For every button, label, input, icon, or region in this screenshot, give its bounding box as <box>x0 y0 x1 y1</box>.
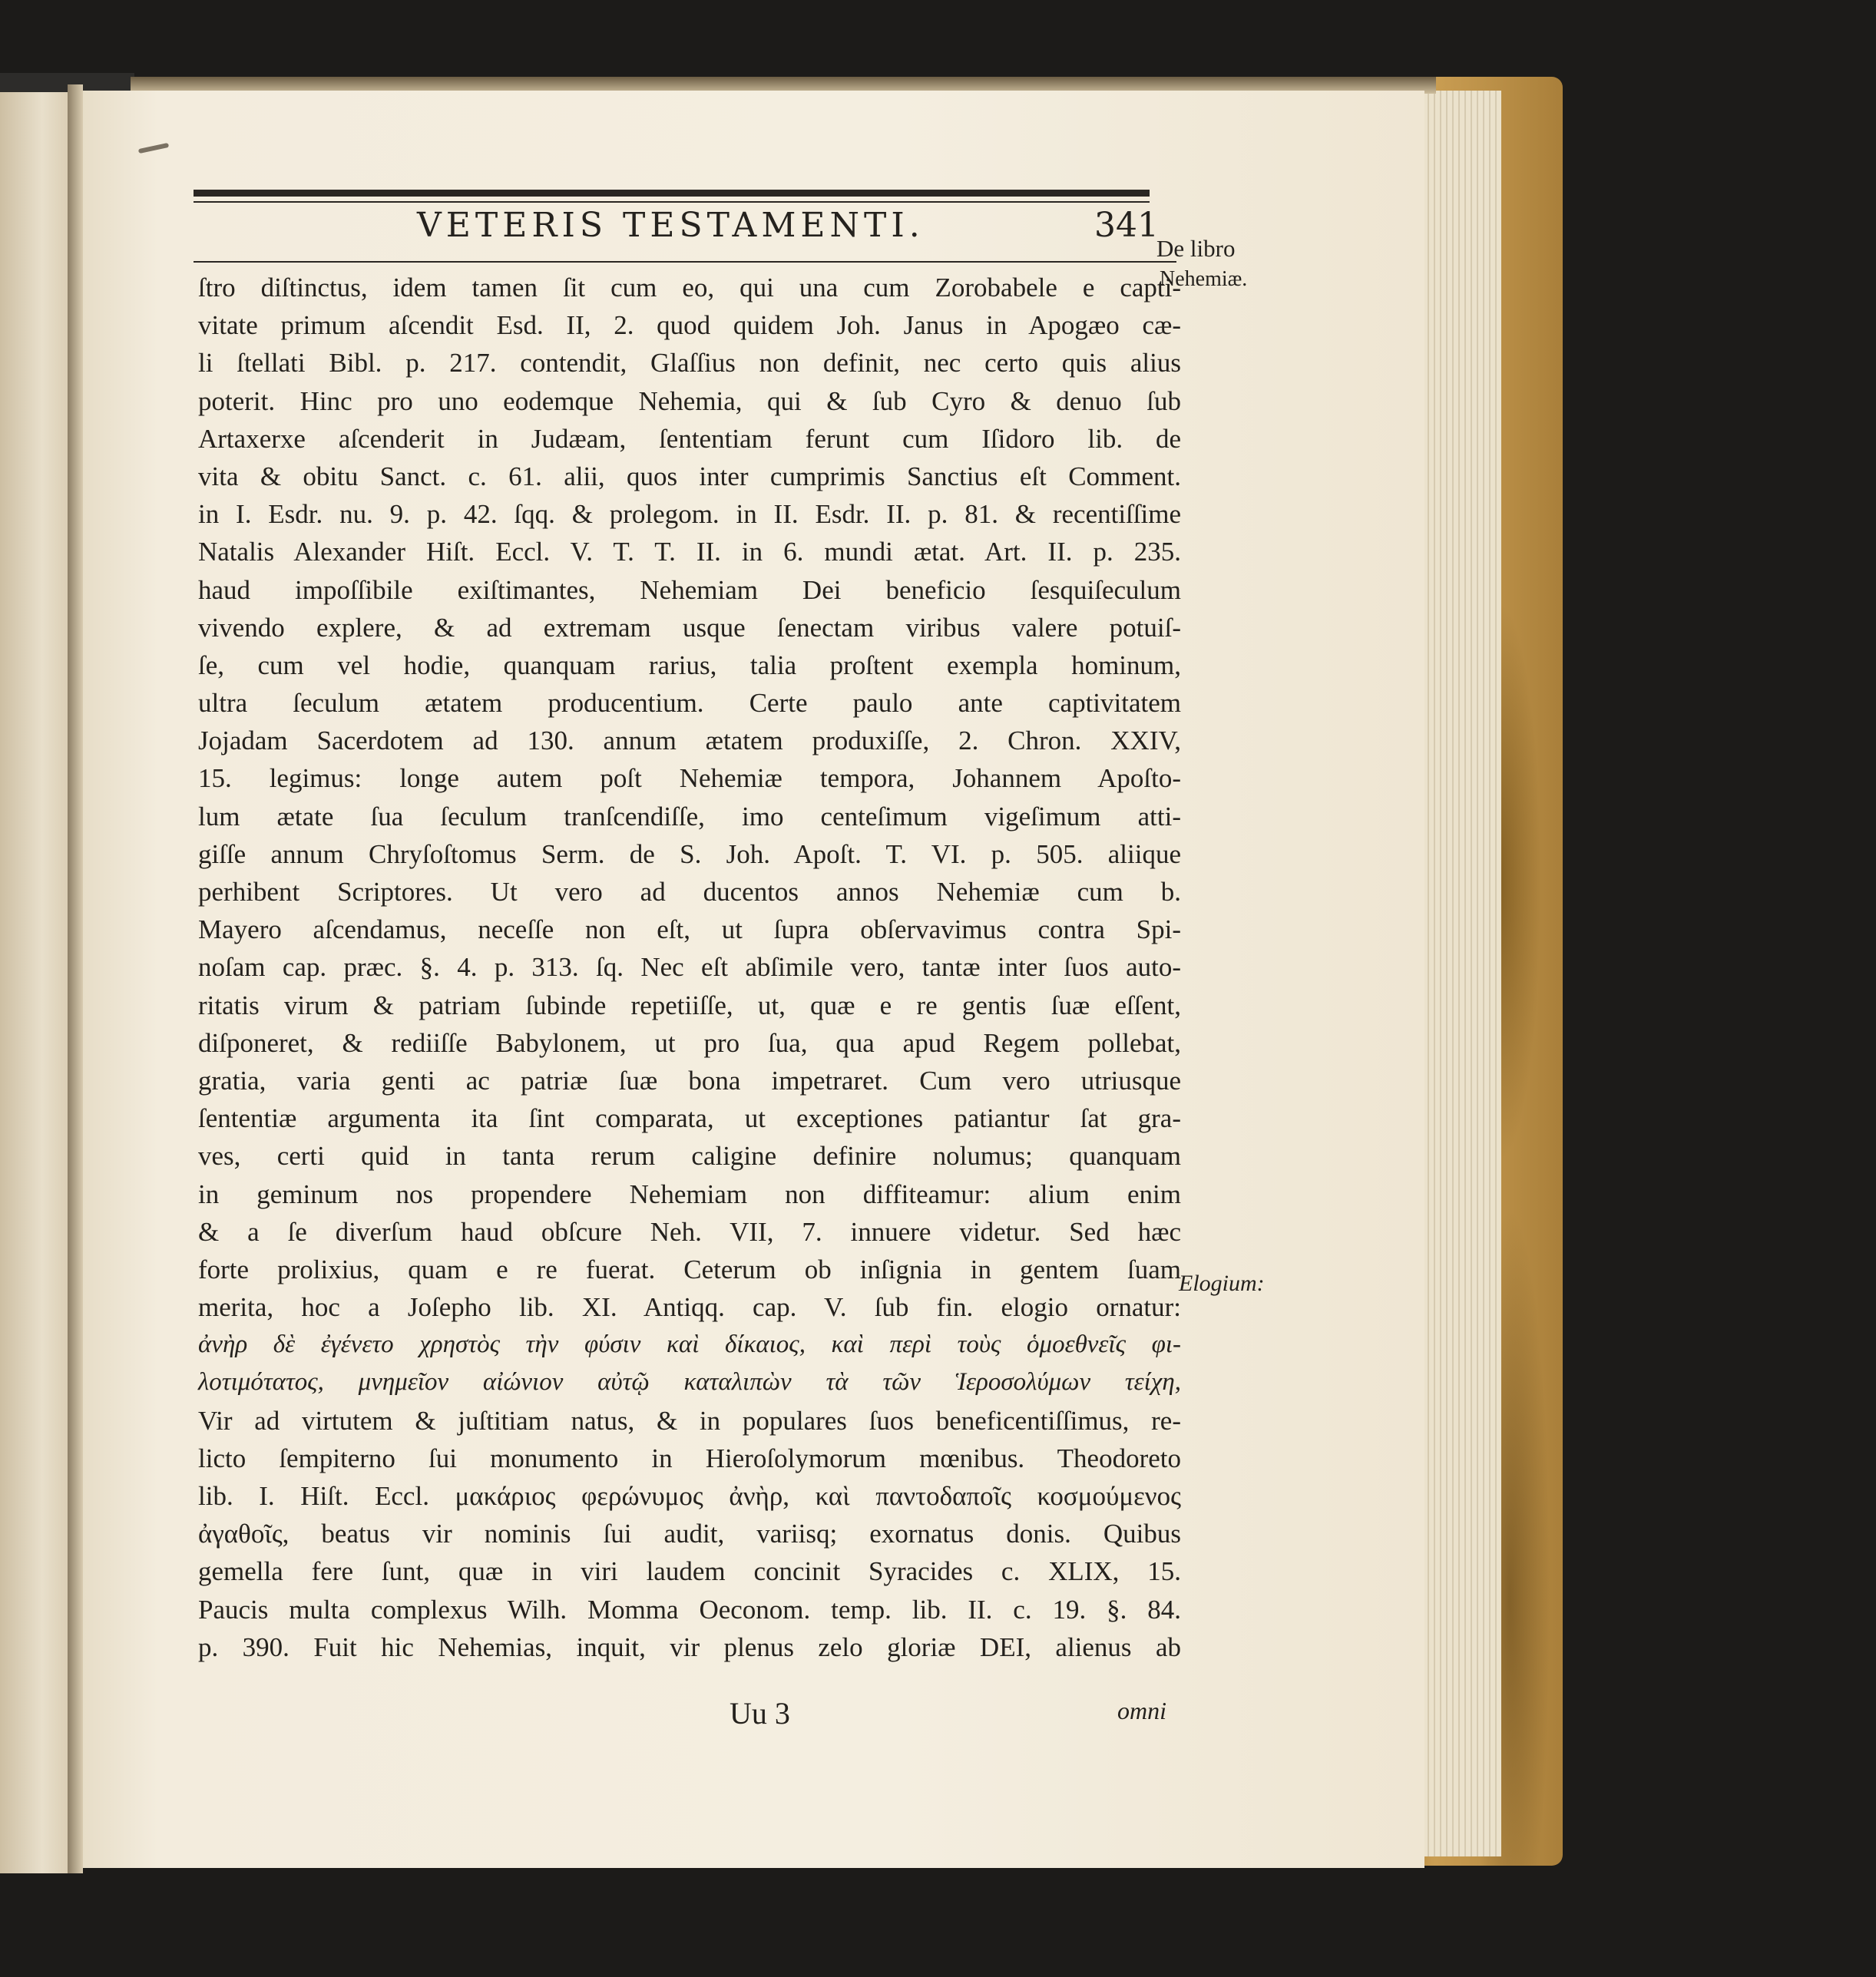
text-line: haud impoſſibile exiſtimantes, Nehemiam Dei beneficio ſesquiſeculum <box>198 574 1181 605</box>
catchword: omni <box>1117 1697 1166 1724</box>
text-line: Natalis Alexander Hiſt. Eccl. V. T. T. II. in 6. mundi ætat. Art. II. p. 235. <box>198 537 1181 567</box>
text-line: Mayero aſcendamus, neceſſe non eſt, ut ſupra obſervavimus contra Spi- <box>198 914 1181 945</box>
text-line: Jojadam Sacerdotem ad 130. annum ætatem produxiſſe, 2. Chron. XXIV, <box>198 726 1181 756</box>
margin-note-elogium: Elogium: <box>1179 1271 1265 1296</box>
text-line: vitate primum aſcendit Esd. II, 2. quod quidem Joh. Janus in Apogæo cæ- <box>198 310 1181 341</box>
text-line: in I. Esdr. nu. 9. p. 42. ſqq. & prolegom. in II. Esdr. II. p. 81. & recentiſſime <box>198 499 1181 530</box>
running-title: VETERIS TESTAMENTI. <box>417 206 925 245</box>
text-line: ſententiæ argumenta ita ſint comparata, ut exceptiones patiantur ſat gra- <box>198 1103 1181 1134</box>
text-line: giſſe annum Chryſoſtomus Serm. de S. Joh. Apoſt. T. VI. p. 505. aliique <box>198 838 1181 869</box>
page-block-edges <box>1417 91 1501 1856</box>
text-line: Artaxerxe aſcenderit in Judæam, ſententiam ferunt cum Iſidoro lib. de <box>198 423 1181 454</box>
text-line: forte prolixius, quam e re fuerat. Ceterum ob inſignia in gentem ſuam <box>198 1254 1181 1284</box>
text-line: 15. legimus: longe autem poſt Nehemiæ tempora, Johannem Apoſto- <box>198 763 1181 794</box>
text-line: Vir ad virtutem & juſtitiam natus, & in populares ſuos beneficentiſſimus, re- <box>198 1405 1181 1436</box>
header-rule-thin <box>194 201 1150 203</box>
text-line: licto ſempiterno ſui monumento in Hieroſolymorum mœnibus. Theodoreto <box>198 1443 1181 1473</box>
text-line: p. 390. Fuit hic Nehemias, inquit, vir plenus zelo gloriæ DEI, alienus ab <box>198 1632 1181 1662</box>
margin-note-nehemiae: Nehemiæ. <box>1160 267 1248 291</box>
text-line: ritatis virum & patriam ſubinde repetiiſſe, ut, quæ e re gentis ſuæ eſſent, <box>198 990 1181 1020</box>
text-line: ſtro diſtinctus, idem tamen ſit cum eo, qui una cum Zorobabele e capti- <box>198 273 1181 303</box>
text-line: lib. I. Hiſt. Eccl. μακάριος φερώνυμος ἀνὴρ, καὶ παντοδαποῖς κοσμούμενος <box>198 1481 1181 1511</box>
text-line: vivendo explere, & ad extremam usque ſenectam viribus valere potuiſ- <box>198 612 1181 643</box>
text-line: ἀγαθοῖς, beatus vir nominis ſui audit, variisq; exornatus donis. Quibus <box>198 1519 1181 1549</box>
text-line: in geminum nos propendere Nehemiam non diffiteamur: alium enim <box>198 1179 1181 1209</box>
header-underline <box>194 261 1146 263</box>
body-text <box>198 269 1181 1666</box>
previous-page-edge <box>0 92 77 1873</box>
text-line: poterit. Hinc pro uno eodemque Nehemia, qui & ſub Cyro & denuo ſub <box>198 385 1181 416</box>
text-line: diſponeret, & rediiſſe Babylonem, ut pro ſua, qua apud Regem pollebat, <box>198 1027 1181 1058</box>
text-line: & a ſe diverſum haud obſcure Neh. VII, 7. innuere videtur. Sed hæc <box>198 1216 1181 1247</box>
text-line: ἀνὴρ δὲ ἐγένετο χρηστὸς τὴν φύσιν καὶ δίκαιος, καὶ περὶ τοὺς ὁμοεθνεῖς φι- <box>198 1331 1181 1359</box>
text-line: ſe, cum vel hodie, quanquam rarius, talia proſtent exempla hominum, <box>198 650 1181 680</box>
header-rule <box>194 190 1150 197</box>
text-line: Paucis multa complexus Wilh. Momma Oeconom. temp. lib. II. c. 19. §. 84. <box>198 1594 1181 1625</box>
signature-mark: Uu 3 <box>730 1696 790 1731</box>
text-line: gemella fere ſunt, quæ in viri laudem concinit Syracides c. XLIX, 15. <box>198 1556 1181 1587</box>
text-line: li ſtellati Bibl. p. 217. contendit, Glaſſius non definit, nec certo quis alius <box>198 348 1181 379</box>
text-line: λοτιμότατος, μνημεῖον αἰώνιον αὐτῷ καταλιπὼν τὰ τῶν Ἱεροσολύμων τείχη, <box>198 1368 1181 1397</box>
text-line: noſam cap. præc. §. 4. p. 313. ſq. Nec eſt abſimile vero, tantæ inter ſuos auto- <box>198 952 1181 983</box>
text-line: vita & obitu Sanct. c. 61. alii, quos inter cumprimis Sanctius eſt Comment. <box>198 461 1181 491</box>
spine-gutter <box>68 84 83 1873</box>
text-line: lum ætate ſua ſeculum tranſcendiſſe, imo centeſimum vigeſimum atti- <box>198 801 1181 831</box>
page-number: 341 <box>1094 206 1159 245</box>
margin-note-de-libro: De libro <box>1156 235 1236 262</box>
text-line: ves, certi quid in tanta rerum caligine definire nolumus; quanquam <box>198 1141 1181 1172</box>
text-line: ultra ſeculum ætatem producentium. Certe paulo ante captivitatem <box>198 688 1181 719</box>
text-line: merita, hoc a Joſepho lib. XI. Antiqq. cap. V. ſub fin. elogio ornatur: <box>198 1292 1181 1323</box>
text-line: gratia, varia genti ac patriæ ſuæ bona impetraret. Cum vero utriusque <box>198 1065 1181 1096</box>
text-line: perhibent Scriptores. Ut vero ad ducentos annos Nehemiæ cum b. <box>198 877 1181 907</box>
